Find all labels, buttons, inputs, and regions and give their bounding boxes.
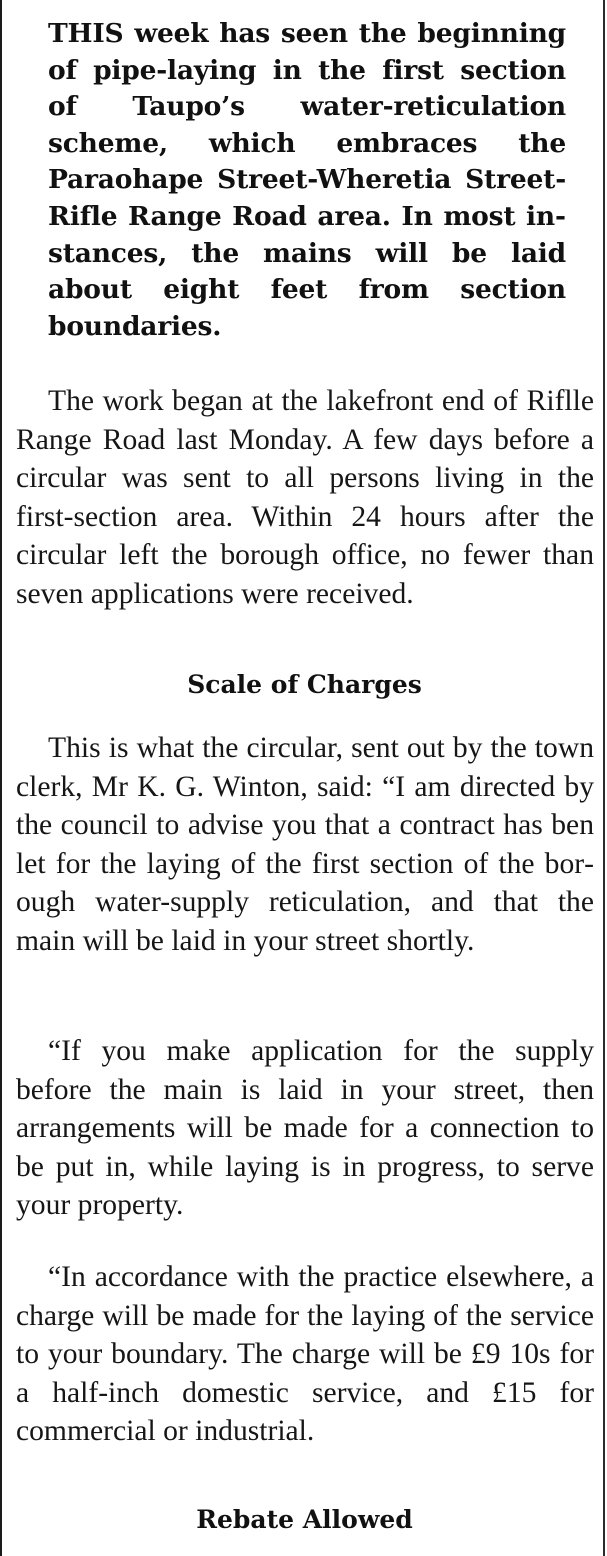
body-paragraph: The work began at the lakefront end of Riflle Range Road last Monday. A few days before a circular was sent to all persons living in the first-section area. Within 24 hours after the circular left the borough office, no fewer than seven applications were received.	[16, 385, 594, 610]
body-paragraph: “If you make application for the supply before the main is laid in your street, then arrangements will be made for a connection to be put in, while laying is in progress, to serve your property.	[16, 1035, 594, 1222]
body-paragraph: This is what the circular, sent out by the town clerk, Mr K. G. Winton, said: “I am directed by the council to advise you that a contract has ben let for the laying of the first section of the borough water-supply reticulation, and that the main will be laid in your street shortly.	[16, 732, 594, 957]
subheading-rebate-allowed: Rebate Allowed	[196, 1505, 413, 1534]
body-paragraph: “In accordance with the practice elsewhere, a charge will be made for the laying of the service to your boundary. The charge will be £9 10s for a half-inch domestic service, and £15 for commercial or industrial.	[16, 1261, 594, 1448]
subheading-scale-of-charges: Scale of Charges	[187, 670, 422, 699]
lead-paragraph: THIS week has seen the beginning of pipe-laying in the first section of Taupo’s water-reticulation scheme, which embraces the Paraohape Street-Wheretia Street-Rifle Range Road area. In most instances, the mains will be laid about eight feet from section boundaries.	[48, 18, 566, 342]
